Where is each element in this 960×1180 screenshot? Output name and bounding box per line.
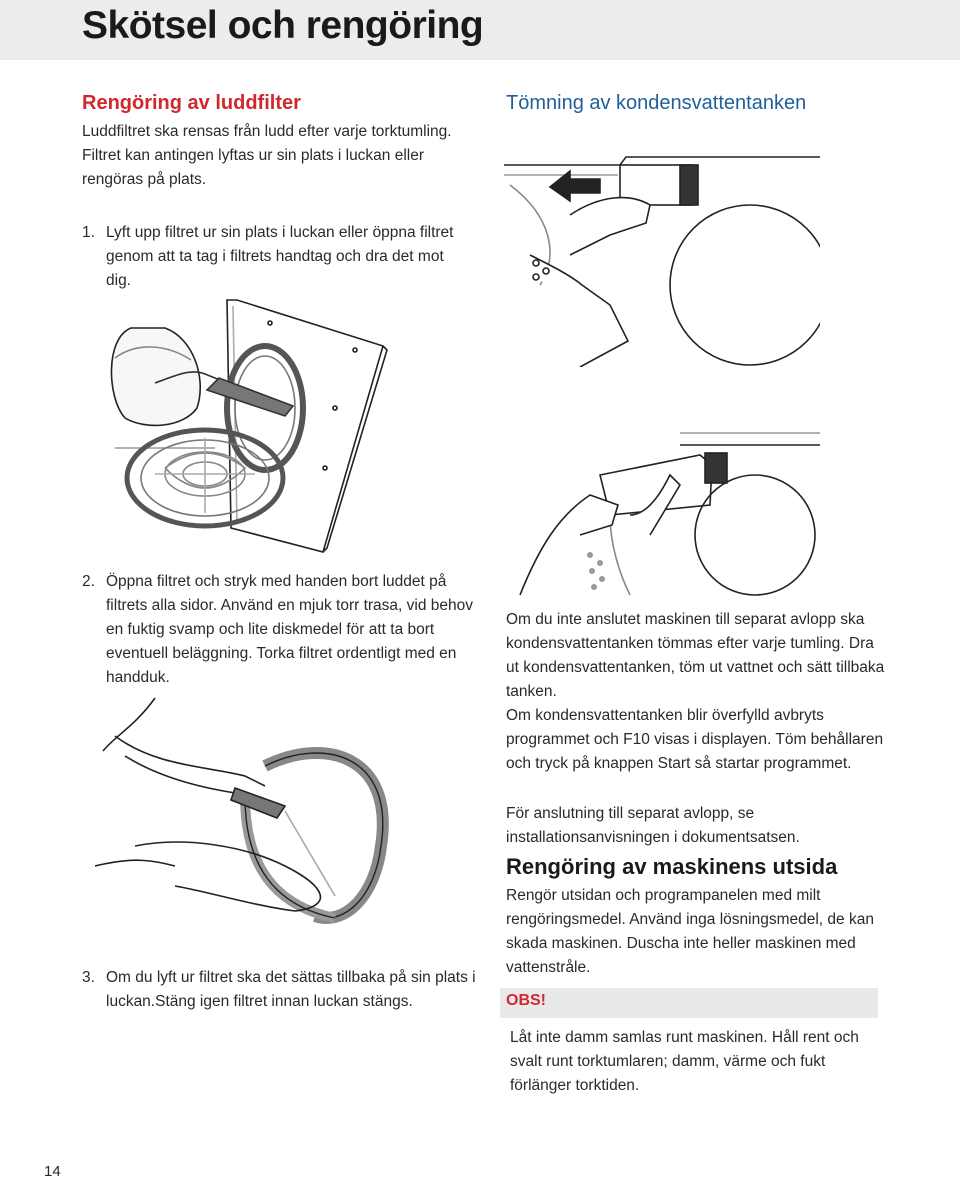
- step-text: Om du lyft ur filtret ska det sättas tillbaka på sin plats i luckan.Stäng igen filtret innan luckan stängs.: [106, 969, 476, 1010]
- tank-empty-illustration: [500, 425, 820, 600]
- step-text: Lyft upp filtret ur sin plats i luckan eller öppna filtret genom att ta tag i filtrets handtag och dra det mot dig.: [106, 224, 454, 289]
- obs-band: [500, 988, 878, 1018]
- tank-paragraph-1: Om du inte anslutet maskinen till separat avlopp ska kondensvattentanken tömmas efter varje tumling. Dra ut kondensvattentanken, töm ut vattnet och sätt tillbaka tanken.: [506, 611, 885, 700]
- obs-text: Låt inte damm samlas runt maskinen. Håll rent och svalt runt torktumlaren; damm, värme och fukt förlänger torktiden.: [510, 1029, 859, 1094]
- filter-lift-illustration: [95, 298, 395, 553]
- step-number: 3.: [82, 969, 95, 986]
- tank-heading: Tömning av kondensvattentanken: [506, 92, 807, 114]
- page-title: Skötsel och rengöring: [82, 4, 484, 47]
- filter-wipe-illustration: [95, 696, 395, 926]
- obs-label: OBS!: [506, 992, 546, 1009]
- step-number: 1.: [82, 224, 95, 241]
- step-number: 2.: [82, 573, 95, 590]
- exterior-heading: Rengöring av maskinens utsida: [506, 854, 838, 879]
- lint-filter-intro: Luddfiltret ska rensas från ludd efter varje torktumling. Filtret kan antingen lyftas ur sin plats i luckan eller rengöras på plats.: [82, 123, 452, 188]
- step-3: [82, 966, 482, 1038]
- lint-filter-heading: Rengöring av luddfilter: [82, 92, 301, 114]
- step-text: Öppna filtret och stryk med handen bort luddet på filtrets alla sidor. Använd en mjuk torr trasa, vid behov en fuktig svamp och lite diskmedel för att ta bort eventuell beläggning. Torka filtret ordentligt med en handduk.: [106, 573, 474, 686]
- tank-pull-illustration: [500, 135, 820, 367]
- page-number: 14: [44, 1163, 61, 1180]
- tank-paragraph-3: För anslutning till separat avlopp, se installationsanvisningen i dokumentsatsen.: [506, 805, 800, 846]
- step-2: [82, 570, 482, 690]
- exterior-text: Rengör utsidan och programpanelen med milt rengöringsmedel. Använd inga lösningsmedel, de kan skada maskinen. Duscha inte heller maskinen med vattenstråle.: [506, 887, 874, 976]
- tank-paragraph-2: Om kondensvattentanken blir överfylld avbryts programmet och F10 visas i displayen. Töm behållaren och tryck på knappen Start så startar programmet.: [506, 707, 884, 772]
- step-1: [82, 221, 472, 293]
